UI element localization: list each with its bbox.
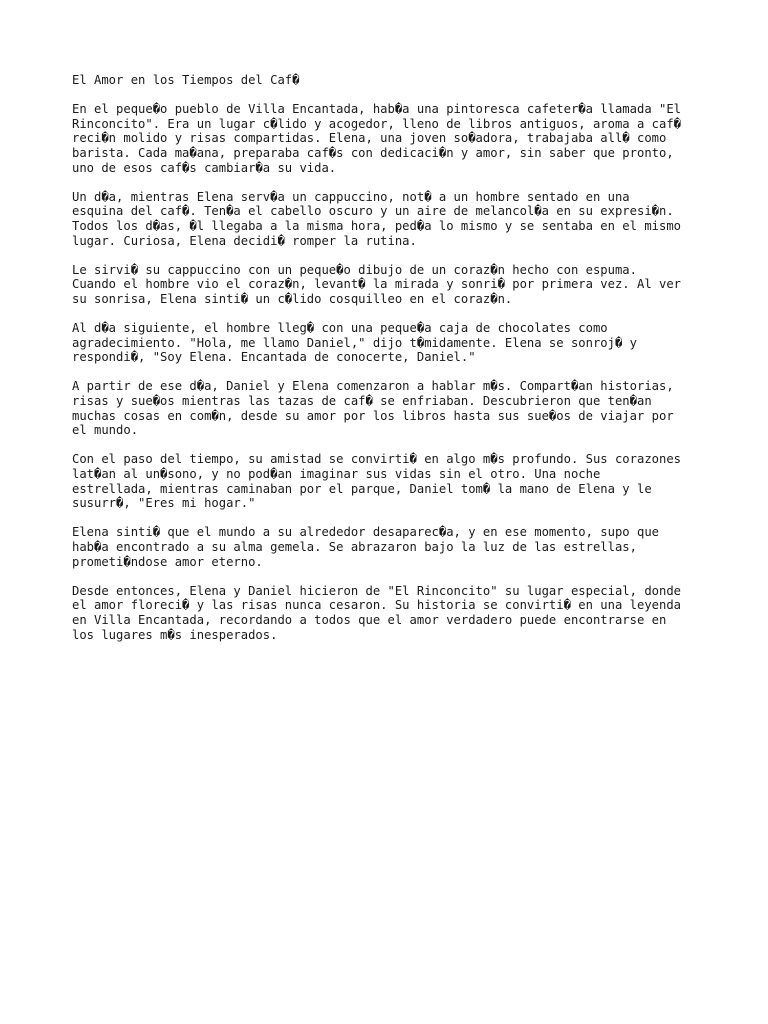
paragraph-5 [72, 379, 702, 437]
document-page [72, 73, 702, 657]
paragraph-line: Con el paso del tiempo, su amistad se convirti� en algo m�s profundo. Sus corazones [72, 452, 682, 467]
paragraph-6 [72, 452, 702, 510]
paragraph-line: susurr�, "Eres mi hogar." [72, 496, 256, 511]
document-title: El Amor en los Tiempos del Caf� [72, 73, 300, 87]
paragraph-line: Cuando el hombre vio el coraz�n, levant� la mirada y sonri� por primera vez. Al ver [72, 277, 682, 292]
paragraph-line: risas y sue�os mientras las tazas de caf� se enfriaban. Descubrieron que ten�an [72, 394, 652, 409]
paragraph-4 [72, 321, 702, 365]
paragraph-line: reci�n molido y risas compartidas. Elena, una joven so�adora, trabajaba all� como [72, 131, 667, 146]
paragraph-7 [72, 525, 702, 569]
paragraph-line: Elena sinti� que el mundo a su alrededor desaparec�a, y en ese momento, supo que [72, 525, 659, 540]
paragraph-line: Rinconcito". Era un lugar c�lido y acogedor, lleno de libros antiguos, aroma a caf� [72, 116, 682, 131]
paragraph-line: lat�an al un�sono, y no pod�an imaginar sus vidas sin el otro. Una noche [72, 467, 601, 482]
paragraph-line: Le sirvi� su cappuccino con un peque�o dibujo de un coraz�n hecho con espuma. [72, 262, 637, 277]
paragraph-8 [72, 584, 702, 642]
paragraph-3 [72, 263, 702, 307]
paragraph-line: su sonrisa, Elena sinti� un c�lido cosquilleo en el coraz�n. [72, 291, 513, 306]
paragraph-line: estrellada, mientras caminaban por el parque, Daniel tom� la mano de Elena y le [72, 481, 652, 496]
paragraph-line: uno de esos caf�s cambiar�a su vida. [72, 160, 337, 175]
paragraph-line: muchas cosas en com�n, desde su amor por los libros hasta sus sue�os de viajar por [72, 408, 674, 423]
paragraph-line: Al d�a siguiente, el hombre lleg� con una peque�a caja de chocolates como [72, 321, 608, 336]
paragraph-line: barista. Cada ma�ana, preparaba caf�s con dedicaci�n y amor, sin saber que pronto, [72, 145, 674, 160]
paragraph-line: A partir de ese d�a, Daniel y Elena comenzaron a hablar m�s. Compart�an historias, [72, 379, 674, 394]
paragraph-line: el mundo. [72, 423, 139, 438]
paragraph-line: en Villa Encantada, recordando a todos que el amor verdadero puede encontrarse en [72, 612, 667, 627]
paragraph-line: esquina del caf�. Ten�a el cabello oscuro y un aire de melancol�a en su expresi�n. [72, 204, 674, 219]
paragraph-line: Todos los d�as, �l llegaba a la misma hora, ped�a lo mismo y se sentaba en el mismo [72, 218, 682, 233]
paragraph-line: hab�a encontrado a su alma gemela. Se abrazaron bajo la luz de las estrellas, [72, 540, 637, 554]
paragraph-2 [72, 190, 702, 248]
paragraph-line: los lugares m�s inesperados. [72, 627, 278, 642]
paragraph-1 [72, 102, 702, 175]
paragraph-line: Un d�a, mientras Elena serv�a un cappuccino, not� a un hombre sentado en una [72, 189, 630, 204]
paragraph-line: prometi�ndose amor eterno. [72, 554, 263, 569]
paragraph-line: Desde entonces, Elena y Daniel hicieron de "El Rinconcito" su lugar especial, donde [72, 583, 682, 598]
paragraph-line: el amor floreci� y las risas nunca cesaron. Su historia se convirti� en una leyenda [72, 598, 682, 613]
paragraph-line: respondi�, "Soy Elena. Encantada de conocerte, Daniel." [72, 350, 476, 365]
paragraph-line: agradecimiento. "Hola, me llamo Daniel," dijo t�midamente. Elena se sonroj� y [72, 335, 637, 350]
paragraph-line: lugar. Curiosa, Elena decidi� romper la rutina. [72, 233, 417, 248]
paragraph-line: En el peque�o pueblo de Villa Encantada, hab�a una pintoresca cafeter�a llamada "El [72, 102, 682, 117]
